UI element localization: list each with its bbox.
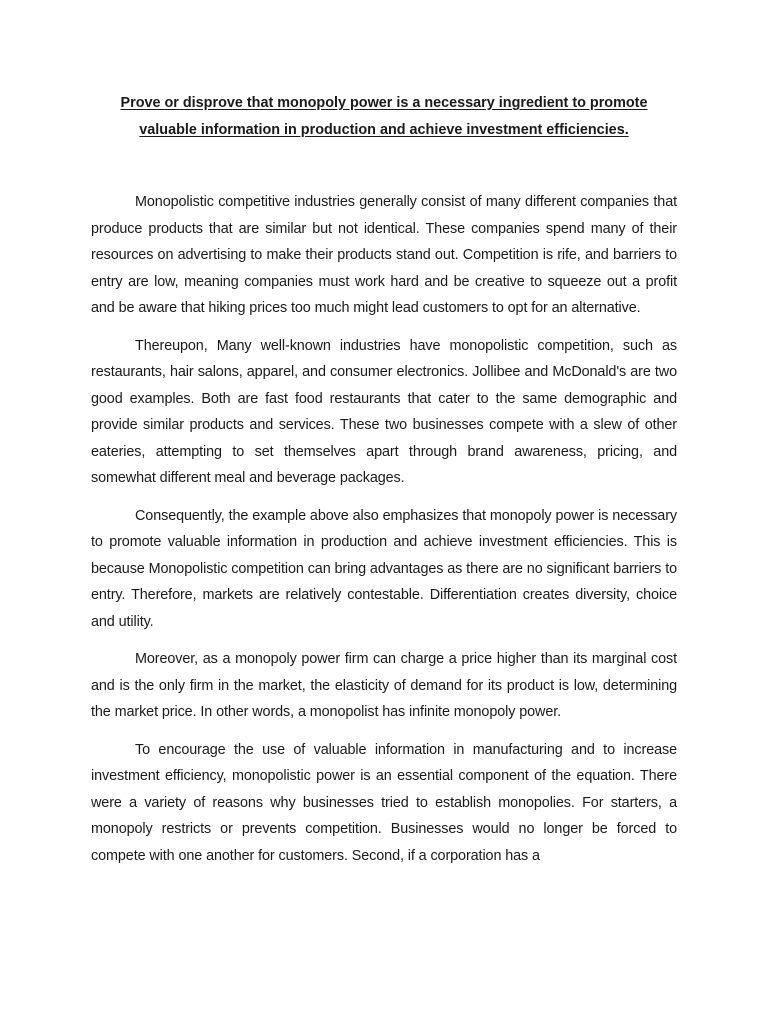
document-title <box>90 90 678 143</box>
paragraph-3: Consequently, the example above also emphasizes that monopoly power is necessary to promote valuable information in production and achieve investment efficiencies. This is because Monopolistic competition can bring advantages as there are no significant barriers to entry. Therefore, markets are relatively contestable. Differentiation creates diversity, choice and utility. <box>91 507 677 630</box>
paragraph-4: Moreover, as a monopoly power firm can charge a price higher than its marginal cost and is the only firm in the market, the elasticity of demand for its product is low, determining the market price. In other words, a monopolist has infinite monopoly power. <box>91 651 677 720</box>
paragraph-2: Thereupon, Many well-known industries have monopolistic competition, such as restaurants, hair salons, apparel, and consumer electronics. Jollibee and McDonald's are two good examples. Both are fast food restaurants that cater to the same demographic and provide similar products and services. These two businesses compete with a slew of other eateries, attempting to set themselves apart through brand awareness, pricing, and somewhat different meal and beverage packages. <box>91 337 677 486</box>
document-body <box>91 189 677 880</box>
paragraph-1: Monopolistic competitive industries generally consist of many different companies that produce products that are similar but not identical. These companies spend many of their resources on advertising to make their products stand out. Competition is rife, and barriers to entry are low, meaning companies must work hard and be creative to squeeze out a profit and be aware that hiking prices too much might lead customers to opt for an alternative. <box>91 194 677 316</box>
title-line-1: Prove or disprove that monopoly power is a necessary ingredient to promote <box>120 95 648 111</box>
paragraph-5: To encourage the use of valuable information in manufacturing and to increase investment efficiency, monopolistic power is an essential component of the equation. There were a variety of reasons why businesses tried to establish monopolies. For starters, a monopoly restricts or prevents competition. Businesses would no longer be forced to compete with one another for customers. Second, if a corporation has a <box>91 741 677 864</box>
title-line-2: valuable information in production and achieve investment efficiencies. <box>139 121 629 138</box>
